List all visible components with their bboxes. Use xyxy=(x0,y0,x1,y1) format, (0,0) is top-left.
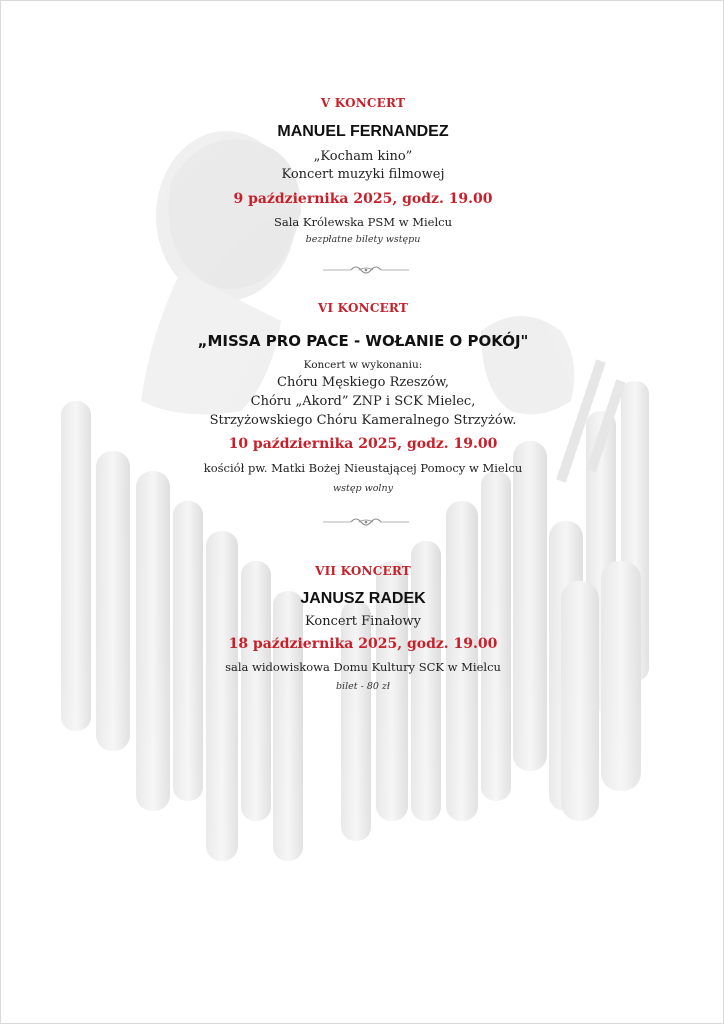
concert-venue: sala widowiskowa Domu Kultury SCK w Mielcu xyxy=(225,660,501,674)
concert-date: 18 października 2025, godz. 19.00 xyxy=(228,636,498,652)
choir-line: Chóru „Akord” ZNP i SCK Mielec, xyxy=(250,394,476,409)
concert-intro: Koncert w wykonaniu: xyxy=(303,359,423,371)
performer-name: „MISSA PRO PACE - WOŁANIE O POKÓJ" xyxy=(197,332,529,350)
concert-date: 9 października 2025, godz. 19.00 xyxy=(233,191,493,207)
performer-name: JANUSZ RADEK xyxy=(300,590,426,607)
ticket-note: bezpłatne bilety wstępu xyxy=(305,234,421,245)
flourish-divider-icon xyxy=(323,515,409,529)
concert-label: VII KONCERT xyxy=(315,564,411,578)
choir-line: Chóru Męskiego Rzeszów, xyxy=(277,375,449,390)
concert-venue: Sala Królewska PSM w Mielcu xyxy=(274,215,452,229)
choir-line: Strzyżowskiego Chóru Kameralnego Strzyżów. xyxy=(209,413,517,428)
ticket-note: bilet - 80 zł xyxy=(335,681,391,692)
concert-description: Koncert Finałowy xyxy=(305,614,421,629)
concert-label: VI KONCERT xyxy=(317,301,409,315)
concert-description: Koncert muzyki filmowej xyxy=(281,167,445,182)
concert-subtitle: „Kocham kino” xyxy=(313,149,413,164)
performer-name: MANUEL FERNANDEZ xyxy=(277,123,449,140)
concert-label: V KONCERT xyxy=(320,96,406,110)
ticket-note: wstęp wolny xyxy=(333,483,393,494)
concert-date: 10 października 2025, godz. 19.00 xyxy=(228,436,498,452)
flourish-divider-icon xyxy=(323,263,409,277)
concert-venue: kościół pw. Matki Bożej Nieustającej Pomocy w Mielcu xyxy=(203,461,523,475)
